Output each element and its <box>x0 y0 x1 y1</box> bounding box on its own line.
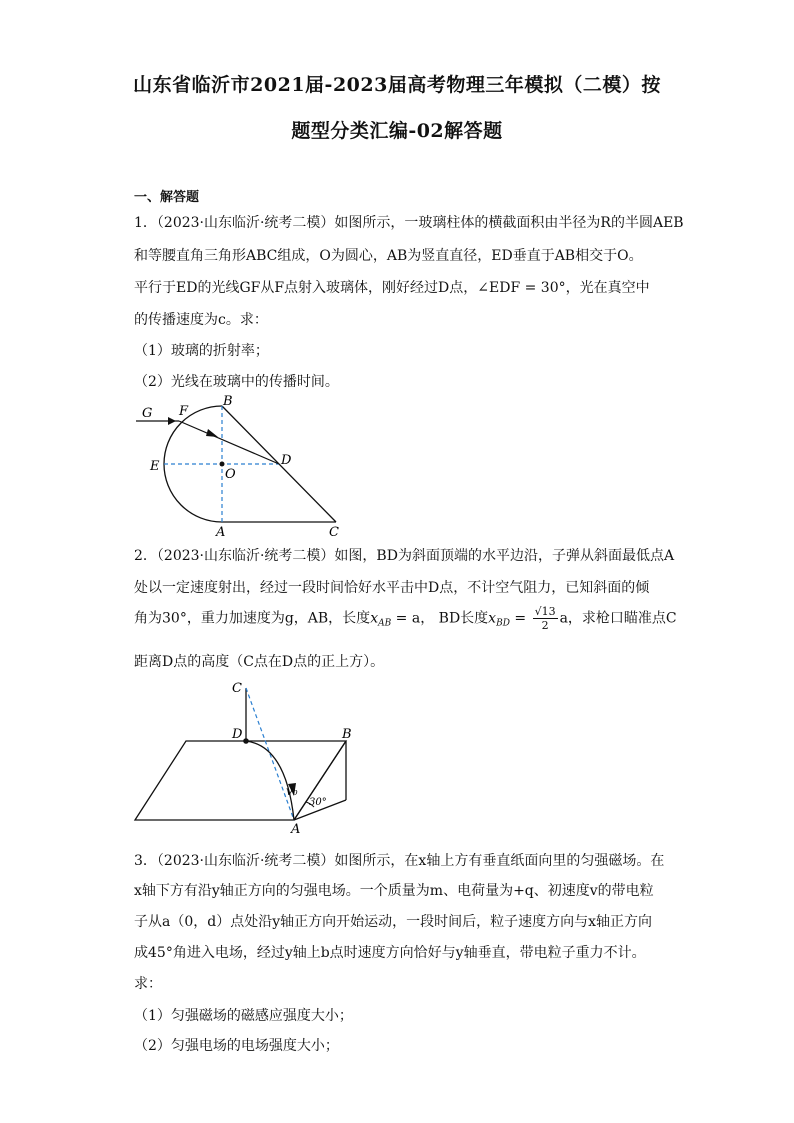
q2-x-bd: x <box>488 610 497 627</box>
q2-x-ab-sub: AB <box>378 618 392 629</box>
q2-line3-tail: a，求枪口瞄准点C <box>559 610 677 627</box>
q2-ab-value: = a， <box>391 610 435 627</box>
q2-slope-front <box>135 741 346 820</box>
q2-x-ab: x <box>370 610 379 627</box>
q3-text-line1: 3．（2023·山东临沂·统考二模）如图所示，在x轴上方有垂直纸面向里的匀强磁场。在 <box>134 853 665 869</box>
q1-label-A: A <box>216 525 226 540</box>
q2-text-line4: 距离D点的高度（C点在D点的正上方）。 <box>134 654 385 670</box>
q1-ray-fd <box>179 421 279 464</box>
q2-label-C: C <box>232 681 242 696</box>
q2-incline-edge <box>294 741 346 820</box>
q2-text-line2: 处以一定速度射出，经过一段时间恰好水平击中D点，不计空气阻力，已知斜面的倾 <box>134 580 650 596</box>
q1-label-C: C <box>329 525 339 540</box>
q1-arrow-gf <box>168 417 176 425</box>
q2-bd-label: BD长度 <box>438 610 489 627</box>
q2-text-line3 <box>134 605 677 632</box>
q2-trajectory <box>246 741 294 820</box>
q1-arrow-fd <box>206 429 218 437</box>
q2-x-bd-sub: BD <box>496 618 510 629</box>
q3-text-line2: x轴下方有沿y轴正方向的匀强电场。一个质量为m、电荷量为+q、初速度v的带电粒 <box>134 883 654 899</box>
q1-text-line3: 平行于ED的光线GF从F点射入玻璃体，刚好经过D点，∠EDF = 30°，光在真空中 <box>134 280 650 296</box>
q1-label-D: D <box>281 453 292 468</box>
q3-subquestion-1: （1）匀强磁场的磁感应强度大小； <box>134 1008 353 1024</box>
q2-line3-prefix: 角为30°，重力加速度为g，AB，长度 <box>134 610 371 627</box>
q3-text-line3: 子从a（0，d）点处沿y轴正方向开始运动，一段时间后，粒子速度方向与x轴正方向 <box>134 914 653 930</box>
q1-subquestion-1: （1）玻璃的折射率； <box>134 343 269 359</box>
q1-center-point <box>220 462 225 467</box>
q1-label-F: F <box>179 404 189 419</box>
q1-text-line1: 1．（2023·山东临沂·统考二模）如图所示，一玻璃柱体的横截面积由半径为R的半圆AEB <box>134 215 684 231</box>
q1-label-B: B <box>223 394 233 409</box>
q2-label-A: A <box>291 822 301 836</box>
q2-equals: = <box>509 610 531 627</box>
q1-label-E: E <box>150 459 160 474</box>
page-title-line2: 题型分类汇编-02解答题 <box>291 120 503 142</box>
q2-label-v0: v₀ <box>286 784 298 798</box>
q1-text-line4: 的传播速度为c。求： <box>134 312 268 328</box>
q2-label-D: D <box>232 727 243 742</box>
q2-fraction <box>533 605 558 632</box>
q1-label-O: O <box>225 467 236 482</box>
q2-label-B: B <box>342 727 352 742</box>
q2-figure <box>128 676 360 836</box>
q1-text-line2: 和等腰直角三角形ABC组成，O为圆心，AB为竖直直径，ED垂直于AB相交于O。 <box>134 248 643 264</box>
q2-label-angle: 30° <box>309 797 327 808</box>
q1-figure <box>128 393 350 540</box>
q1-subquestion-2: （2）光线在玻璃中的传播时间。 <box>134 374 339 390</box>
q3-text-line5: 求： <box>134 976 162 992</box>
q2-text-line1: 2．（2023·山东临沂·统考二模）如图，BD为斜面顶端的水平边沿，子弹从斜面最低点A <box>134 548 675 564</box>
q3-subquestion-2: （2）匀强电场的电场强度大小； <box>134 1038 339 1054</box>
q2-fraction-numerator: √13 <box>534 605 556 618</box>
q2-fraction-denominator: 2 <box>541 619 549 632</box>
q2-point-d <box>243 738 249 744</box>
q2-aim-line <box>246 688 294 820</box>
q3-text-line4: 成45°角进入电场，经过y轴上b点时速度方向恰好与y轴垂直，带电粒子重力不计。 <box>134 945 646 961</box>
page-title-line1: 山东省临沂市2021届-2023届高考物理三年模拟（二模）按 <box>133 74 661 96</box>
q1-label-G: G <box>142 406 153 421</box>
section-heading: 一、解答题 <box>134 190 200 205</box>
